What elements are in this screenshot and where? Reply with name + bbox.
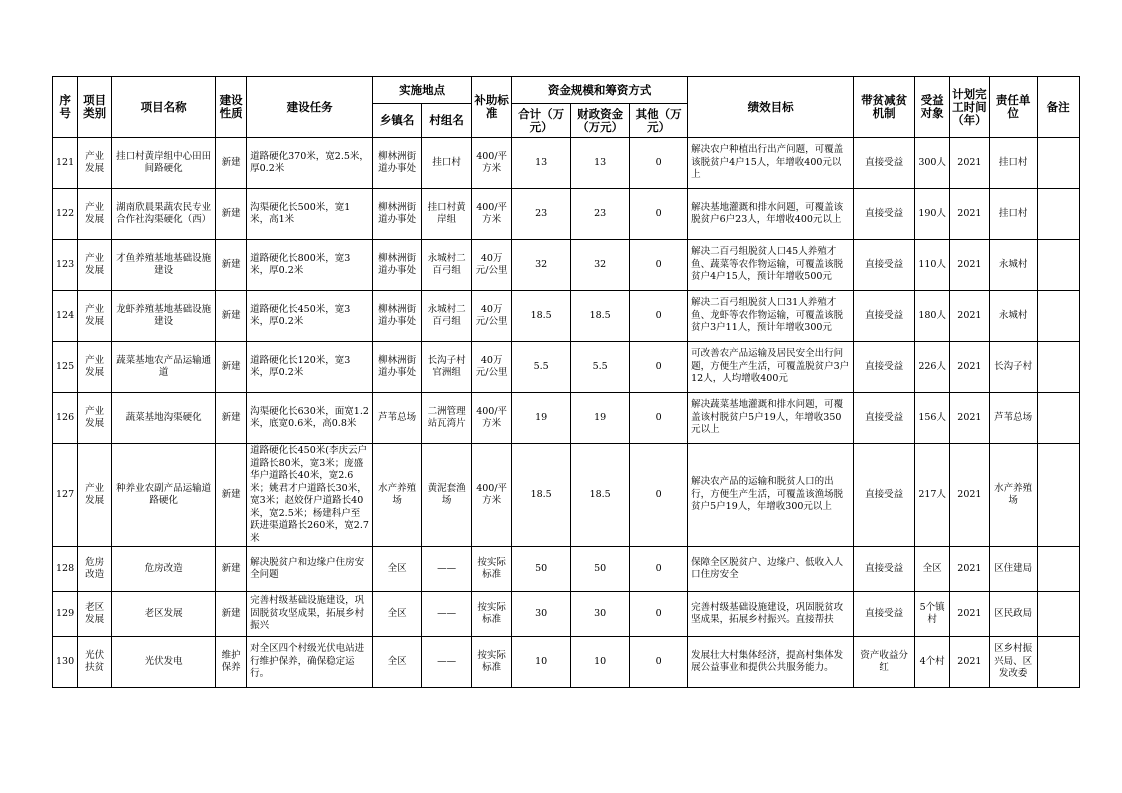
- header-nature: 建设性质: [216, 77, 247, 138]
- cell-town: 水产养殖场: [373, 444, 422, 547]
- cell-note: [1037, 342, 1079, 393]
- cell-goal: 解决蔬菜基地灌溉和排水问题，可覆盖该村脱贫户5户19人，年增收350元以上: [688, 393, 854, 444]
- header-subsidy: 补助标准: [472, 77, 512, 138]
- cell-unit: 永城村: [989, 291, 1037, 342]
- cell-name: 光伏发电: [112, 637, 216, 688]
- cell-other: 0: [630, 342, 688, 393]
- table-row: [53, 393, 1080, 444]
- cell-seq: 121: [53, 138, 78, 189]
- cell-mechanism: 直接受益: [854, 393, 915, 444]
- cell-mechanism: 直接受益: [854, 592, 915, 637]
- cell-mechanism: 资产收益分红: [854, 637, 915, 688]
- cell-task: 解决脱贫户和边缘户住房安全问题: [247, 547, 373, 592]
- cell-other: 0: [630, 138, 688, 189]
- cell-seq: 128: [53, 547, 78, 592]
- cell-beneficiary: 217人: [915, 444, 950, 547]
- cell-total: 18.5: [512, 291, 571, 342]
- cell-name: 危房改造: [112, 547, 216, 592]
- table-row: [53, 291, 1080, 342]
- cell-total: 50: [512, 547, 571, 592]
- cell-subsidy: 400/平方米: [472, 138, 512, 189]
- cell-fiscal: 5.5: [571, 342, 630, 393]
- cell-nature: 新建: [216, 547, 247, 592]
- header-name: 项目名称: [112, 77, 216, 138]
- cell-note: [1037, 637, 1079, 688]
- cell-town: 柳林洲街道办事处: [373, 138, 422, 189]
- cell-unit: 挂口村: [989, 189, 1037, 240]
- cell-year: 2021: [950, 342, 990, 393]
- header-task: 建设任务: [247, 77, 373, 138]
- project-table: [52, 76, 1080, 688]
- cell-mechanism: 直接受益: [854, 138, 915, 189]
- cell-name: 才鱼养殖基地基础设施建设: [112, 240, 216, 291]
- cell-other: 0: [630, 637, 688, 688]
- cell-village: 挂口村: [422, 138, 472, 189]
- cell-seq: 130: [53, 637, 78, 688]
- cell-task: 沟渠硬化长500米，宽1米，高1米: [247, 189, 373, 240]
- cell-task: 完善村级基础设施建设，巩固脱贫攻坚成果，拓展乡村振兴: [247, 592, 373, 637]
- cell-subsidy: 400/平方米: [472, 393, 512, 444]
- cell-year: 2021: [950, 592, 990, 637]
- cell-unit: 区乡村振兴局、区发改委: [989, 637, 1037, 688]
- cell-task: 对全区四个村级光伏电站进行维护保养，确保稳定运行。: [247, 637, 373, 688]
- cell-goal: 完善村级基础设施建设，巩固脱贫攻坚成果，拓展乡村振兴。直接帮扶: [688, 592, 854, 637]
- cell-beneficiary: 4个村: [915, 637, 950, 688]
- cell-town: 全区: [373, 637, 422, 688]
- header-seq: 序号: [53, 77, 78, 138]
- cell-fiscal: 10: [571, 637, 630, 688]
- cell-seq: 122: [53, 189, 78, 240]
- cell-total: 19: [512, 393, 571, 444]
- cell-village: 永城村二百弓组: [422, 291, 472, 342]
- cell-subsidy: 按实际标准: [472, 592, 512, 637]
- cell-mechanism: 直接受益: [854, 444, 915, 547]
- cell-note: [1037, 138, 1079, 189]
- cell-unit: 芦苇总场: [989, 393, 1037, 444]
- header-unit: 责任单位: [989, 77, 1037, 138]
- cell-note: [1037, 240, 1079, 291]
- header-mechanism: 带贫减贫机制: [854, 77, 915, 138]
- header-type: 项目类别: [78, 77, 112, 138]
- cell-name: 挂口村黄岸组中心田田间路硬化: [112, 138, 216, 189]
- cell-type: 产业发展: [78, 393, 112, 444]
- cell-fiscal: 13: [571, 138, 630, 189]
- cell-beneficiary: 300人: [915, 138, 950, 189]
- cell-other: 0: [630, 592, 688, 637]
- cell-goal: 解决二百弓组脱贫人口45人养殖才鱼、蔬菜等农作物运输，可覆盖该脱贫户4户15人，预计年增收500元: [688, 240, 854, 291]
- cell-other: 0: [630, 444, 688, 547]
- cell-goal: 解决农产品的运输和脱贫人口的出行，方便生产生活，可覆盖该渔场脱贫户5户19人，年增收300元以上: [688, 444, 854, 547]
- cell-beneficiary: 226人: [915, 342, 950, 393]
- cell-nature: 新建: [216, 189, 247, 240]
- cell-goal: 发展壮大村集体经济，提高村集体发展公益事业和提供公共服务能力。: [688, 637, 854, 688]
- cell-mechanism: 直接受益: [854, 240, 915, 291]
- cell-year: 2021: [950, 444, 990, 547]
- cell-year: 2021: [950, 138, 990, 189]
- cell-name: 龙虾养殖基地基础设施建设: [112, 291, 216, 342]
- cell-village: ——: [422, 592, 472, 637]
- cell-total: 13: [512, 138, 571, 189]
- table-row: [53, 444, 1080, 547]
- cell-seq: 126: [53, 393, 78, 444]
- cell-year: 2021: [950, 240, 990, 291]
- cell-note: [1037, 393, 1079, 444]
- cell-beneficiary: 110人: [915, 240, 950, 291]
- cell-name: 蔬菜基地农产品运输通道: [112, 342, 216, 393]
- cell-task: 沟渠硬化长630米，面宽1.2米，底宽0.6米，高0.8米: [247, 393, 373, 444]
- cell-nature: 新建: [216, 138, 247, 189]
- cell-unit: 挂口村: [989, 138, 1037, 189]
- cell-total: 30: [512, 592, 571, 637]
- cell-beneficiary: 5个镇村: [915, 592, 950, 637]
- cell-unit: 长沟子村: [989, 342, 1037, 393]
- cell-subsidy: 40万元/公里: [472, 342, 512, 393]
- cell-task: 道路硬化370米，宽2.5米，厚0.2米: [247, 138, 373, 189]
- header-village: 村组名: [422, 104, 472, 138]
- cell-subsidy: 按实际标准: [472, 637, 512, 688]
- cell-name: 老区发展: [112, 592, 216, 637]
- cell-other: 0: [630, 547, 688, 592]
- cell-subsidy: 40万元/公里: [472, 240, 512, 291]
- cell-town: 柳林洲街道办事处: [373, 342, 422, 393]
- cell-nature: 维护保养: [216, 637, 247, 688]
- cell-other: 0: [630, 189, 688, 240]
- cell-nature: 新建: [216, 342, 247, 393]
- table-row: [53, 592, 1080, 637]
- cell-type: 光伏扶贫: [78, 637, 112, 688]
- cell-village: 挂口村黄岸组: [422, 189, 472, 240]
- cell-type: 产业发展: [78, 138, 112, 189]
- table-header: [53, 77, 1080, 138]
- cell-town: 柳林洲街道办事处: [373, 291, 422, 342]
- cell-fiscal: 23: [571, 189, 630, 240]
- cell-town: 全区: [373, 547, 422, 592]
- cell-village: 长沟子村官洲组: [422, 342, 472, 393]
- cell-year: 2021: [950, 637, 990, 688]
- cell-village: ——: [422, 637, 472, 688]
- cell-village: ——: [422, 547, 472, 592]
- cell-village: 永城村二百弓组: [422, 240, 472, 291]
- table-row: [53, 138, 1080, 189]
- cell-mechanism: 直接受益: [854, 291, 915, 342]
- cell-name: 种养业农副产品运输道路硬化: [112, 444, 216, 547]
- cell-note: [1037, 547, 1079, 592]
- cell-type: 老区发展: [78, 592, 112, 637]
- cell-total: 18.5: [512, 444, 571, 547]
- cell-unit: 区住建局: [989, 547, 1037, 592]
- cell-other: 0: [630, 393, 688, 444]
- cell-other: 0: [630, 291, 688, 342]
- cell-nature: 新建: [216, 240, 247, 291]
- cell-seq: 123: [53, 240, 78, 291]
- cell-fiscal: 30: [571, 592, 630, 637]
- cell-nature: 新建: [216, 592, 247, 637]
- cell-type: 产业发展: [78, 342, 112, 393]
- cell-total: 5.5: [512, 342, 571, 393]
- table-row: [53, 189, 1080, 240]
- cell-subsidy: 按实际标准: [472, 547, 512, 592]
- cell-type: 产业发展: [78, 189, 112, 240]
- header-goal: 绩效目标: [688, 77, 854, 138]
- header-note: 备注: [1037, 77, 1079, 138]
- cell-unit: 永城村: [989, 240, 1037, 291]
- cell-other: 0: [630, 240, 688, 291]
- cell-fiscal: 50: [571, 547, 630, 592]
- cell-year: 2021: [950, 547, 990, 592]
- cell-village: 二洲管理站瓦湾片: [422, 393, 472, 444]
- cell-type: 危房改造: [78, 547, 112, 592]
- table-row: [53, 342, 1080, 393]
- cell-beneficiary: 156人: [915, 393, 950, 444]
- cell-seq: 129: [53, 592, 78, 637]
- table-body: [53, 138, 1080, 688]
- cell-unit: 水产养殖场: [989, 444, 1037, 547]
- cell-goal: 可改善农产品运输及居民安全出行问题，方便生产生活，可覆盖脱贫户3户12人，人均增收400元: [688, 342, 854, 393]
- cell-note: [1037, 291, 1079, 342]
- cell-task: 道路硬化长450米(李庆云户道路长80米，宽3米；庞盛华户道路长40米，宽2.6米；姚君才户道路长30米，宽3米；赵姣伢户道路长40米，宽2.5米；杨建科户至跃进渠道路长260米，宽2.7米: [247, 444, 373, 547]
- header-location: 实施地点: [373, 77, 472, 104]
- table-row: [53, 240, 1080, 291]
- table-row: [53, 637, 1080, 688]
- cell-subsidy: 40万元/公里: [472, 291, 512, 342]
- cell-subsidy: 400/平方米: [472, 444, 512, 547]
- cell-town: 芦苇总场: [373, 393, 422, 444]
- header-fiscal: 财政资金（万元）: [571, 104, 630, 138]
- cell-nature: 新建: [216, 444, 247, 547]
- cell-seq: 124: [53, 291, 78, 342]
- cell-goal: 解决农户种植出行出产问题，可覆盖该脱贫户4户15人，年增收400元以上: [688, 138, 854, 189]
- cell-total: 32: [512, 240, 571, 291]
- table-row: [53, 547, 1080, 592]
- cell-fiscal: 18.5: [571, 291, 630, 342]
- cell-subsidy: 400/平方米: [472, 189, 512, 240]
- cell-fiscal: 19: [571, 393, 630, 444]
- cell-type: 产业发展: [78, 240, 112, 291]
- header-other: 其他（万元）: [630, 104, 688, 138]
- cell-town: 全区: [373, 592, 422, 637]
- cell-goal: 解决基地灌溉和排水问题，可覆盖该脱贫户6户23人，年增收400元以上: [688, 189, 854, 240]
- cell-total: 23: [512, 189, 571, 240]
- cell-task: 道路硬化长800米，宽3米，厚0.2米: [247, 240, 373, 291]
- cell-mechanism: 直接受益: [854, 189, 915, 240]
- header-year: 计划完工时间（年）: [950, 77, 990, 138]
- header-total: 合计（万元）: [512, 104, 571, 138]
- cell-seq: 127: [53, 444, 78, 547]
- cell-task: 道路硬化长450米，宽3米，厚0.2米: [247, 291, 373, 342]
- cell-nature: 新建: [216, 291, 247, 342]
- cell-town: 柳林洲街道办事处: [373, 189, 422, 240]
- cell-fiscal: 18.5: [571, 444, 630, 547]
- cell-type: 产业发展: [78, 291, 112, 342]
- cell-town: 柳林洲街道办事处: [373, 240, 422, 291]
- cell-year: 2021: [950, 189, 990, 240]
- cell-note: [1037, 592, 1079, 637]
- cell-goal: 保障全区脱贫户、边缘户、低收入人口住房安全: [688, 547, 854, 592]
- cell-name: 蔬菜基地沟渠硬化: [112, 393, 216, 444]
- cell-mechanism: 直接受益: [854, 342, 915, 393]
- cell-seq: 125: [53, 342, 78, 393]
- cell-unit: 区民政局: [989, 592, 1037, 637]
- cell-year: 2021: [950, 291, 990, 342]
- cell-total: 10: [512, 637, 571, 688]
- header-town: 乡镇名: [373, 104, 422, 138]
- header-fund: 资金规模和筹资方式: [512, 77, 688, 104]
- cell-fiscal: 32: [571, 240, 630, 291]
- cell-mechanism: 直接受益: [854, 547, 915, 592]
- cell-beneficiary: 全区: [915, 547, 950, 592]
- cell-year: 2021: [950, 393, 990, 444]
- cell-note: [1037, 444, 1079, 547]
- cell-name: 湖南欣晨果蔬农民专业合作社沟渠硬化（西）: [112, 189, 216, 240]
- header-beneficiary: 受益对象: [915, 77, 950, 138]
- cell-type: 产业发展: [78, 444, 112, 547]
- cell-task: 道路硬化长120米，宽3米，厚0.2米: [247, 342, 373, 393]
- cell-village: 黄泥套渔场: [422, 444, 472, 547]
- cell-beneficiary: 180人: [915, 291, 950, 342]
- cell-beneficiary: 190人: [915, 189, 950, 240]
- cell-nature: 新建: [216, 393, 247, 444]
- cell-goal: 解决二百弓组脱贫人口31人养殖才鱼、龙虾等农作物运输，可覆盖该脱贫户3户11人，预计年增收300元: [688, 291, 854, 342]
- cell-note: [1037, 189, 1079, 240]
